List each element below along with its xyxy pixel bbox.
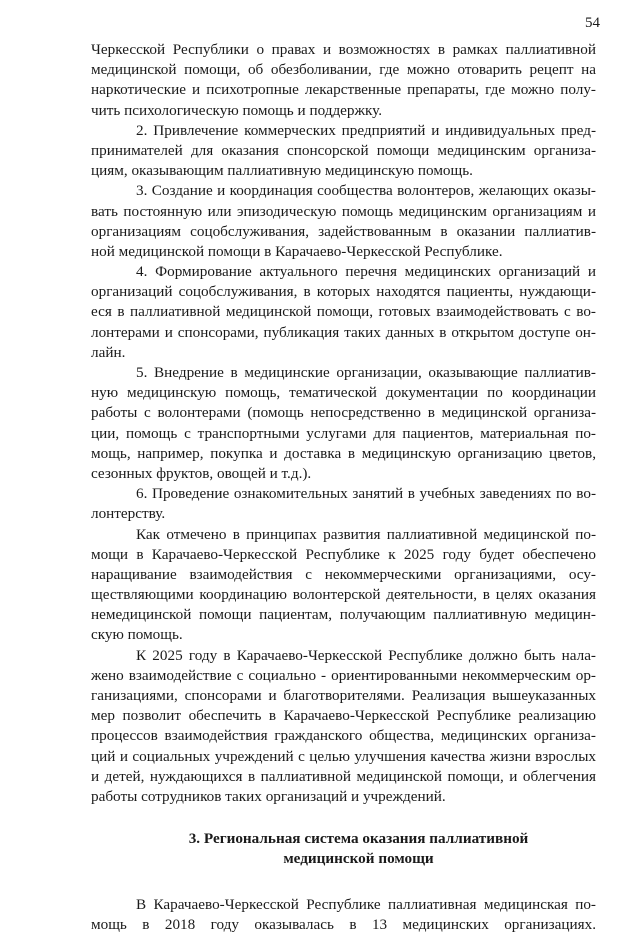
text-line: организаций соцобслуживания, в которых находятся пациенты, нуждающи- [91,283,596,301]
text-line: мер позволит обеспечить в Карачаево-Черкесской Республике реализацию [91,707,596,725]
text-line: мощь, например, покупка и доставка в медицинскую организацию цветов, [91,444,596,462]
text-line: принимателей для оказания спонсорской помощи медицинским организа- [91,141,596,159]
document-body [91,40,596,935]
text-line: лонтерству. [91,505,166,523]
text-line: еся в паллиативной медицинской помощи, готовых взаимодействовать с во- [91,303,596,321]
text-line: жено взаимодействие с социально - ориентированными некоммерческим ор- [91,666,596,684]
text-line: организациям соцобслуживания, задействованным в оказании паллиатив- [91,222,596,240]
text-line: вать постоянную или эпизодическую помощь медицинским организациям и [91,202,596,220]
text-line: мощь в 2018 году оказывалась в 13 медицинских организациях. [91,915,596,933]
text-line: ществляющими координацию волонтерской деятельности, в целях оказания [91,586,596,604]
text-line: процессов взаимодействия гражданского общества, медицинских организа- [91,727,596,745]
text-line: работы сотрудников таких организаций и учреждений. [91,787,446,805]
page-number: 54 [585,15,600,31]
text-line: медицинской помощи, об обезболивании, где можно отоварить рецепт на [91,61,596,79]
text-line: Как отмечено в принципах развития паллиативной медицинской по- [136,525,596,543]
text-line: ции, помощь с транспортными услугами для пациентов, материальная по- [91,424,596,442]
section-heading-line-1: 3. Региональная система оказания паллиативной [188,830,529,848]
text-line: 4. Формирование актуального перечня медицинских организаций и [136,263,596,281]
text-line: ную медицинскую помощь, тематической документации по координации [91,384,596,402]
text-line: 2. Привлечение коммерческих предприятий и индивидуальных пред- [136,121,596,139]
text-line: К 2025 году в Карачаево-Черкесской Республике должно быть нала- [136,646,596,664]
text-line: лайн. [91,343,126,361]
text-line: В Карачаево-Черкесской Республике паллиативная медицинская по- [136,895,596,913]
text-line: лонтерами и спонсорами, публикация таких данных в открытом доступе он- [91,323,596,341]
text-line: сезонных фруктов, овощей и т.д.). [91,464,312,482]
text-line: ций и социальных учреждений с целью улучшения качества жизни взрослых [91,747,596,765]
text-line: 6. Проведение ознакомительных занятий в учебных заведениях по во- [136,485,596,503]
text-line: наращивание взаимодействия с некоммерческими организациями, осу- [91,565,596,583]
text-line: немедицинской помощи пациентам, получающим паллиативную медицин- [91,606,596,624]
text-line: Черкесской Республики о правах и возможностях в рамках паллиативной [91,41,596,58]
text-line: циям, оказывающим паллиативную медицинскую помощь. [91,162,473,180]
closing-paragraph [91,895,596,935]
text-line: мощи в Карачаево-Черкесской Республике к 2025 году будет обеспечено [91,545,596,563]
section-heading [91,829,596,869]
text-line: 5. Внедрение в медицинские организации, оказывающие паллиатив- [136,364,596,381]
text-line: 3. Создание и координация сообщества волонтеров, желающих оказы- [136,182,596,200]
text-line: ганизациями, спонсорами и благотворителями. Реализация вышеуказанных [91,687,596,704]
text-line: наркотические и психотропные лекарственные препараты, где можно полу- [91,81,596,99]
body-text [91,40,596,807]
text-line: скую помощь. [91,626,183,644]
text-line: ной медицинской помощи в Карачаево-Черкесской Республике. [91,242,503,260]
section-heading-line-2: медицинской помощи [283,850,434,868]
text-line: и детей, нуждающихся в паллиативной медицинской помощи, и облегчения [91,767,596,785]
text-line: работы с волонтерами (помощь непосредственно в медицинской организа- [91,404,596,422]
text-line: чить психологическую помощь и поддержку. [91,101,383,119]
